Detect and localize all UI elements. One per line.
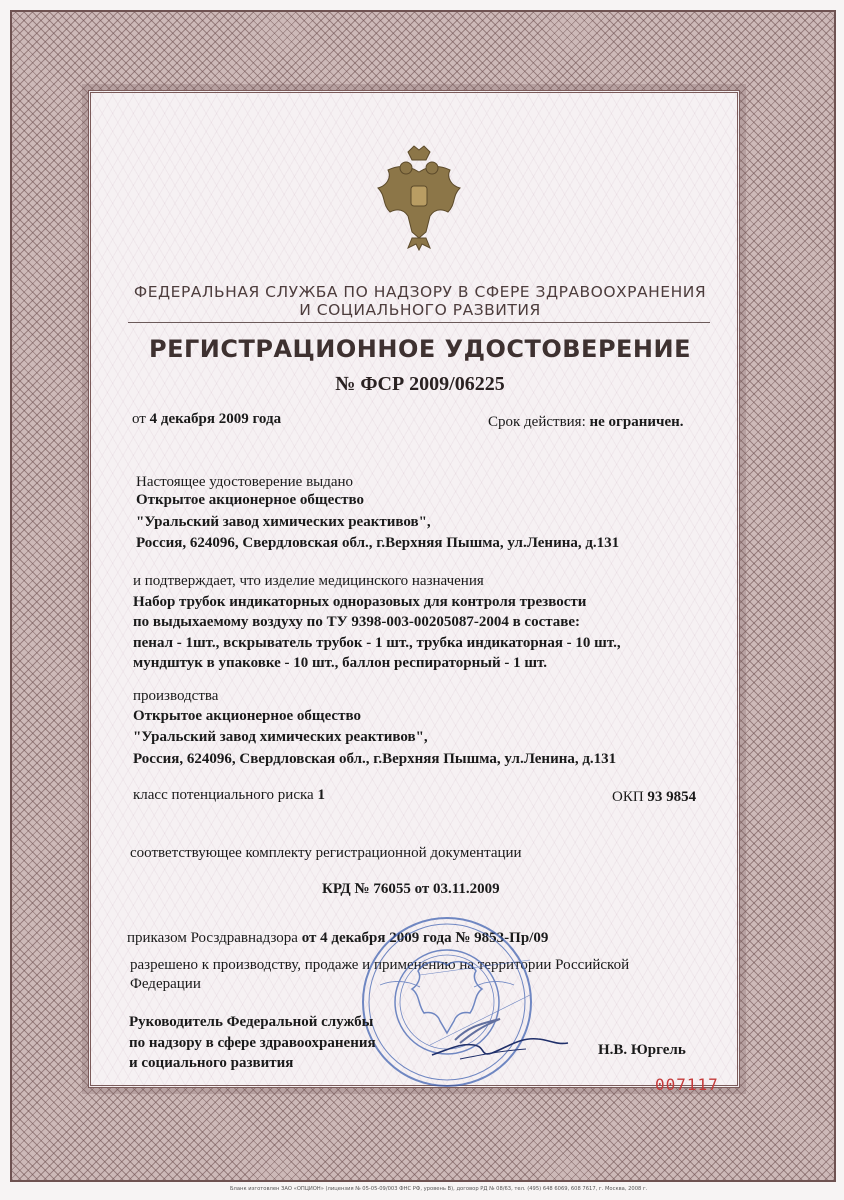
product-line3: пенал - 1шт., вскрыватель трубок - 1 шт., трубка индикаторная - 10 шт., xyxy=(133,635,621,651)
validity-row xyxy=(488,414,684,431)
issued-to-line3: Россия, 624096, Свердловская обл., г.Верхняя Пышма, ул.Ленина, д.131 xyxy=(136,535,620,551)
certificate-number: № ФСР 2009/06225 xyxy=(335,373,505,395)
manufacturer-line3: Россия, 624096, Свердловская обл., г.Верхняя Пышма, ул.Ленина, д.131 xyxy=(133,751,617,767)
okp-label: ОКП xyxy=(612,789,644,805)
validity-label: Срок действия: xyxy=(488,414,586,430)
document-title: РЕГИСТРАЦИОННОЕ УДОСТОВЕРЕНИЕ xyxy=(149,335,691,363)
validity-value: не ограничен. xyxy=(589,414,684,430)
signatory-title-line2: по надзору в сфере здравоохранения xyxy=(129,1035,376,1051)
order-prefix: приказом Росздравнадзора xyxy=(127,930,298,946)
issued-to-intro: Настоящее удостоверение выдано xyxy=(136,474,354,490)
risk-class-label: класс потенциального риска xyxy=(133,787,314,803)
product-line4: мундштук в упаковке - 10 шт., баллон респираторный - 1 шт. xyxy=(133,655,548,671)
product-line1: Набор трубок индикаторных одноразовых для контроля трезвости xyxy=(133,594,587,610)
product-intro: и подтверждает, что изделие медицинского назначения xyxy=(133,573,484,589)
signatory-title-line3: и социального развития xyxy=(129,1055,294,1071)
okp-value: 93 9854 xyxy=(647,789,697,805)
product-line2: по выдыхаемому воздуху по ТУ 9398-003-00205087-2004 в составе: xyxy=(133,614,581,630)
krd-number: КРД № 76055 от 03.11.2009 xyxy=(322,881,500,897)
order-value: от 4 декабря 2009 года № 9853-Пр/09 xyxy=(301,930,549,946)
manufacturer-intro: производства xyxy=(133,688,219,704)
agency-name-line1: ФЕДЕРАЛЬНАЯ СЛУЖБА ПО НАДЗОРУ В СФЕРЕ ЗДРАВООХРАНЕНИЯ xyxy=(133,283,707,301)
signatory-title-line1: Руководитель Федеральной службы xyxy=(129,1014,374,1030)
permission-line1: разрешено к производству, продаже и применению на территории Российской xyxy=(130,957,630,973)
signatory-name: Н.В. Юргель xyxy=(598,1042,686,1058)
issued-to-line2: "Уральский завод химических реактивов", xyxy=(136,514,431,530)
manufacturer-line1: Открытое акционерное общество xyxy=(133,708,361,724)
risk-class-value: 1 xyxy=(317,787,325,803)
issue-date-prefix: от xyxy=(132,411,146,427)
okp-row xyxy=(612,789,696,806)
manufacturer-line2: "Уральский завод химических реактивов", xyxy=(133,729,428,745)
permission-line2: Федерации xyxy=(130,976,201,992)
issued-to-line1: Открытое акционерное общество xyxy=(136,492,364,508)
issue-date: 4 декабря 2009 года xyxy=(149,411,282,427)
agency-name-line2: И СОЦИАЛЬНОГО РАЗВИТИЯ xyxy=(299,301,541,319)
divider xyxy=(128,322,710,323)
printing-footer: Бланк изготовлен ЗАО «ОПЦИОН» (лицензия № 05-05-09/003 ФНС РФ, уровень В), договор РД № 08/63, тел. (495) 648 6069, 608 7617, г. Москва, 2008 г. xyxy=(230,1186,648,1192)
handwritten-signature xyxy=(430,1025,570,1065)
documentation-text: соответствующее комплекту регистрационной документации xyxy=(130,845,522,861)
double-headed-eagle-emblem-icon xyxy=(372,142,466,252)
issue-date-row xyxy=(132,411,281,428)
serial-number: 007117 xyxy=(655,1075,719,1094)
risk-class-row xyxy=(133,787,325,804)
